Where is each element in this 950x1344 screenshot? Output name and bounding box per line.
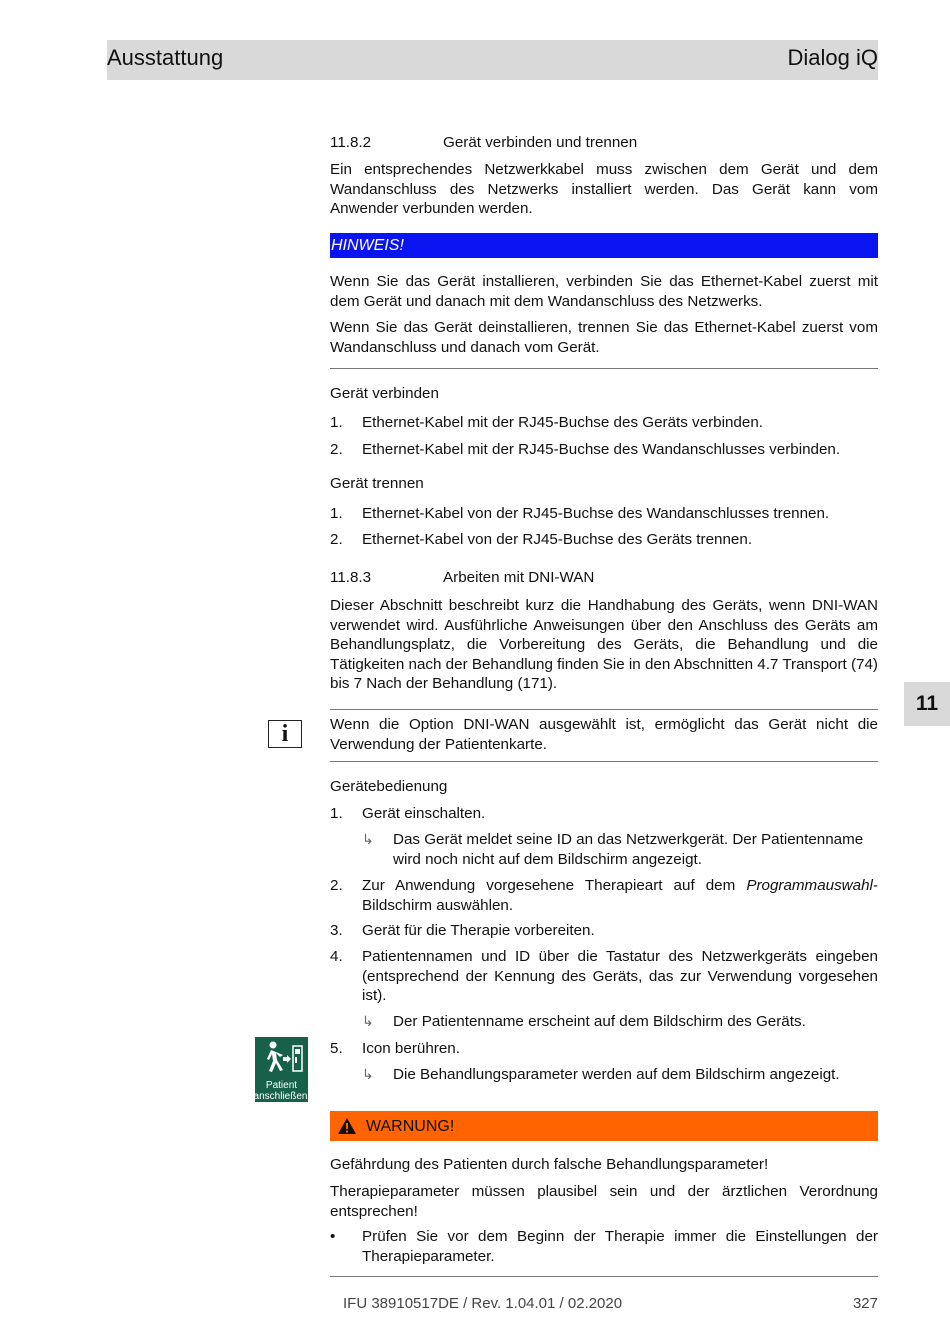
notice-paragraph-2: Wenn Sie das Gerät deinstallieren, trennen Sie das Ethernet-Kabel zuerst vom Wandanschluss und danach vom Gerät. [330, 319, 878, 356]
warning-paragraph-2: Therapieparameter müssen plausibel sein und der ärztlichen Verordnung entsprechen! [330, 1183, 878, 1220]
result-arrow-icon: ↳ [362, 1066, 374, 1082]
screen-name: Programmauswahl [746, 877, 873, 894]
step-number: 3. [330, 922, 343, 939]
step-text: Ethernet-Kabel mit der RJ45-Buchse des Geräts verbinden. [362, 414, 763, 431]
step-number: 1. [330, 505, 343, 522]
section-heading-11-8-3 [330, 568, 878, 588]
step-number: 5. [330, 1040, 343, 1057]
subheading-connect: Gerät verbinden [330, 385, 439, 402]
section-number: 11.8.2 [330, 134, 372, 151]
step-text: Ethernet-Kabel von der RJ45-Buchse des Geräts trennen. [362, 531, 753, 548]
result-arrow-icon: ↳ [362, 1013, 374, 1029]
subheading-operation: Gerätebedienung [330, 778, 448, 795]
patient-connect-icon [255, 1037, 308, 1102]
divider [330, 368, 878, 369]
step-number: 2. [330, 441, 343, 458]
warning-paragraph-1: Gefährdung des Patienten durch falsche Behandlungsparameter! [330, 1156, 769, 1173]
divider [330, 761, 878, 762]
step-text: Ethernet-Kabel von der RJ45-Buchse des Wandanschlusses trennen. [362, 505, 830, 522]
step-text: Gerät für die Therapie vorbereiten. [362, 922, 595, 939]
result-text: Das Gerät meldet seine ID an das Netzwerkgerät. Der Patientenname wird noch nicht auf dem Bildschirm angezeigt. [393, 831, 864, 868]
step-number: 2. [330, 531, 343, 548]
warning-label: WARNUNG! [366, 1118, 455, 1135]
step-number: 2. [330, 877, 343, 894]
step-text-part: -Bildschirm auswählen. [362, 877, 878, 914]
walking-person-icon [255, 1037, 308, 1077]
step-text [362, 876, 878, 915]
step-number: 1. [330, 414, 343, 431]
step-text: Patientennamen und ID über die Tastatur des Netzwerkgeräts eingeben (entsprechend der Kennung des Geräts, das zur Verwendung vorgesehen ist). [362, 948, 878, 1004]
notice-bar [330, 233, 878, 258]
section-intro: Dieser Abschnitt beschreibt kurz die Handhabung des Geräts, wenn DNI-WAN verwendet wird. Ausführliche Anweisungen über den Anschluss des Geräts am Behandlungsplatz, die Vorbereitung des Geräts, die Behandlung und die Tätigkeiten nach der Behandlung finden Sie in den Abschnitten 4.7 Transport (74) bis 7 Nach der Behandlung (171). [330, 597, 878, 692]
subheading-disconnect: Gerät trennen [330, 475, 424, 492]
step-text: Ethernet-Kabel mit der RJ45-Buchse des Wandanschlusses verbinden. [362, 441, 841, 458]
info-icon: i [268, 720, 302, 748]
notice-label: HINWEIS! [331, 237, 404, 254]
warning-bullet-text: Prüfen Sie vor dem Beginn der Therapie immer die Einstellungen der Therapieparameter. [362, 1228, 878, 1265]
step-text: Icon berühren. [362, 1040, 460, 1057]
result-text: Der Patientenname erscheint auf dem Bildschirm des Geräts. [393, 1013, 806, 1030]
step-text-part: Zur Anwendung vorgesehene Therapieart auf dem [362, 877, 747, 894]
warning-triangle-icon [337, 1117, 357, 1135]
patient-icon-label-1: Patient [265, 1080, 298, 1091]
footer-page-number: 327 [852, 1295, 878, 1312]
header-title-right: Dialog iQ [787, 45, 878, 70]
step-text: Gerät einschalten. [362, 805, 486, 822]
result-arrow-icon: ↳ [362, 831, 374, 847]
notice-paragraph-1: Wenn Sie das Gerät installieren, verbinden Sie das Ethernet-Kabel zuerst mit dem Gerät und danach mit dem Wandanschluss des Netzwerks. [330, 273, 878, 310]
step-number: 1. [330, 805, 343, 822]
section-number: 11.8.3 [330, 569, 372, 586]
chapter-tab: 11 [904, 682, 950, 726]
header-title-left: Ausstattung [107, 45, 224, 70]
footer-document-ref: IFU 38910517DE / Rev. 1.04.01 / 02.2020 [343, 1295, 623, 1312]
section-title: Gerät verbinden und trennen [443, 134, 638, 151]
section-heading-11-8-2 [330, 133, 878, 153]
divider [330, 709, 878, 710]
patient-icon-label-2: anschließen [253, 1091, 308, 1102]
result-text: Die Behandlungsparameter werden auf dem Bildschirm angezeigt. [393, 1066, 840, 1083]
info-note-text: Wenn die Option DNI-WAN ausgewählt ist, ermöglicht das Gerät nicht die Verwendung der Patientenkarte. [330, 716, 878, 753]
section-intro: Ein entsprechendes Netzwerkkabel muss zwischen dem Gerät und dem Wandanschluss des Netzwerks installiert werden. Das Gerät kann vom Anwender verbunden werden. [330, 161, 878, 217]
bullet-icon: • [330, 1228, 336, 1245]
section-title: Arbeiten mit DNI-WAN [443, 569, 595, 586]
divider [330, 1276, 878, 1277]
step-number: 4. [330, 948, 343, 965]
